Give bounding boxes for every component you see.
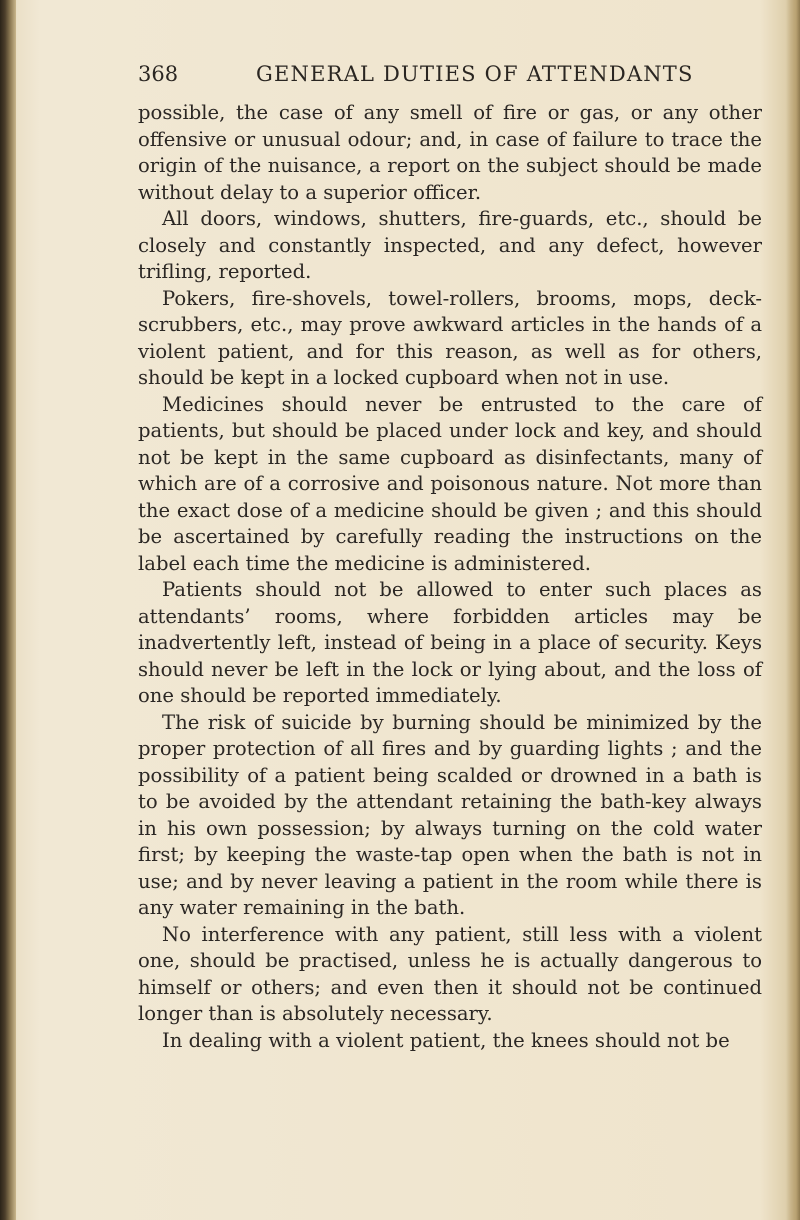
paragraph-continuation: possible, the case of any smell of fire or gas, or any other offensive or unusual odour; and, in case of failure to trace the origin of the nuisance, a report on the subject should be made without delay to a superior officer. [138, 101, 762, 204]
paragraph-pokers: Pokers, fire-shovels, towel-rollers, brooms, mops, deck-scrubbers, etc., may prove awkward articles in the hands of a violent patient, and for this reason, as well as for others, should be kept in a locked cupboard when not in use. [138, 286, 762, 389]
paragraph-interference: No interference with any patient, still less with a violent one, should be practised, unless he is actually dangerous to himself or others; and even then it should not be continued longer than is absolutely necessary. [138, 922, 762, 1025]
paragraph-violent-patient: In dealing with a violent patient, the knees should not be [162, 1028, 730, 1052]
paragraph-suicide-risk: The risk of suicide by burning should be minimized by the proper protection of all fires and by guarding lights ; and the possibility of a patient being scalded or drowned in a bath is to be avoided by the attendant retaining the bath-key always in his own possession; by always turning on the cold water first; by keeping the waste-tap open when the bath is not in use; and by never leaving a patient in the room while there is any water remaining in the bath. [138, 710, 762, 919]
paragraph-attendants-rooms: Patients should not be allowed to enter such places as attendants’ rooms, where forbidden articles may be inadvertently left, instead of being in a place of security. Keys should never be left in the lock or lying about, and the loss of one should be reported immediately. [138, 578, 762, 707]
paragraph-medicines: Medicines should never be entrusted to the care of patients, but should be placed under lock and key, and should not be kept in the same cupboard as disinfectants, many of which are of a corrosive and poisonous nature. Not more than the exact dose of a medicine should be given ; and this should be ascertained by carefully reading the instructions on the label each time the medicine is administered. [138, 392, 762, 575]
page-number: 368 [138, 62, 179, 86]
page-header [138, 62, 762, 92]
book-binding-edge [0, 0, 16, 1220]
running-head: GENERAL DUTIES OF ATTENDANTS [256, 62, 694, 86]
page-edge-shadow [786, 0, 800, 1220]
body-text [138, 100, 762, 1054]
paragraph-doors-windows: All doors, windows, shutters, fire-guards, etc., should be closely and constantly inspected, and any defect, however trifling, reported. [138, 207, 762, 283]
